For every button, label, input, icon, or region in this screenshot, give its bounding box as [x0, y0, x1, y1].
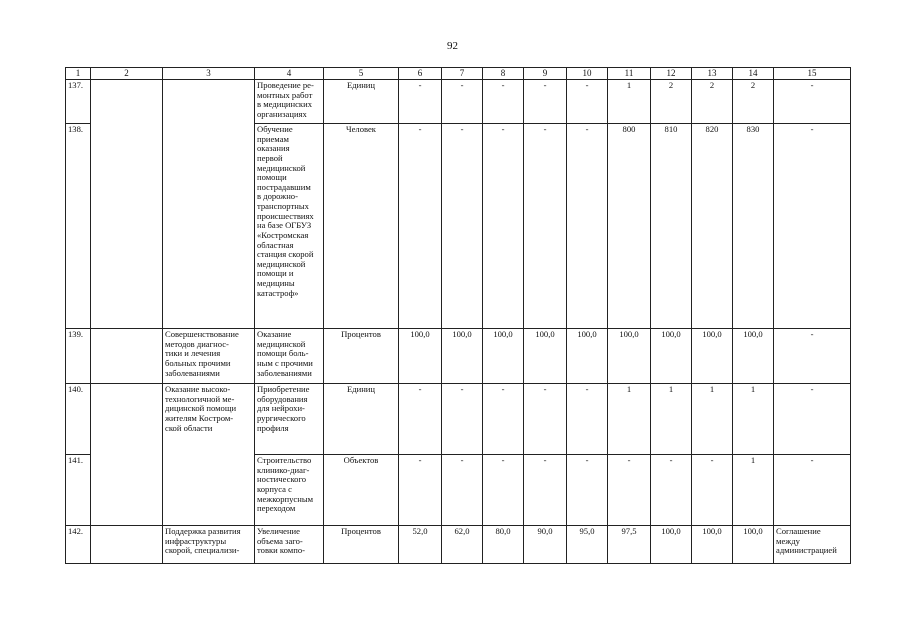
note-cell: Соглашение между администрацией	[774, 526, 851, 564]
value-cell: -	[567, 384, 608, 455]
value-cell: 90,0	[524, 526, 567, 564]
col-header: 13	[692, 68, 733, 80]
col-header: 8	[483, 68, 524, 80]
unit-cell: Единиц	[324, 384, 399, 455]
col-header: 2	[91, 68, 163, 80]
value-cell: 820	[692, 124, 733, 329]
column-number-row	[66, 68, 851, 80]
value-cell: -	[567, 124, 608, 329]
goal-cell: Оказание высоко- технологичной ме- дицинской помощи жителям Костром- ской области	[163, 384, 255, 526]
col2-cell	[91, 329, 163, 384]
value-cell: 80,0	[483, 526, 524, 564]
col2-cell	[91, 526, 163, 564]
value-cell: -	[442, 455, 483, 526]
col-header: 10	[567, 68, 608, 80]
value-cell: -	[442, 384, 483, 455]
row-number: 140.	[66, 384, 91, 455]
value-cell: 100,0	[399, 329, 442, 384]
value-cell: -	[524, 124, 567, 329]
value-cell: 100,0	[733, 329, 774, 384]
value-cell: -	[692, 455, 733, 526]
row-number: 137.	[66, 80, 91, 124]
col-header: 6	[399, 68, 442, 80]
col3-cell	[163, 80, 255, 329]
indicator-table	[65, 67, 851, 564]
value-cell: 100,0	[483, 329, 524, 384]
value-cell: -	[651, 455, 692, 526]
value-cell: 1	[733, 384, 774, 455]
unit-cell: Процентов	[324, 329, 399, 384]
value-cell: 1	[608, 80, 651, 124]
value-cell: 95,0	[567, 526, 608, 564]
value-cell: 100,0	[608, 329, 651, 384]
value-cell: 1	[733, 455, 774, 526]
indicator-name: Строительство клинико-диаг- ностического корпуса с межкорпусным переходом	[255, 455, 324, 526]
value-cell: 2	[651, 80, 692, 124]
goal-cell: Совершенствование методов диагнос- тики и лечения больных прочими заболеваниями	[163, 329, 255, 384]
col-header: 7	[442, 68, 483, 80]
row-number: 139.	[66, 329, 91, 384]
value-cell: -	[567, 455, 608, 526]
value-cell: 2	[692, 80, 733, 124]
value-cell: 100,0	[733, 526, 774, 564]
value-cell: 100,0	[651, 329, 692, 384]
value-cell: -	[483, 80, 524, 124]
table-row	[66, 80, 851, 124]
value-cell: -	[442, 124, 483, 329]
value-cell: 62,0	[442, 526, 483, 564]
value-cell: 100,0	[692, 329, 733, 384]
value-cell: 830	[733, 124, 774, 329]
value-cell: -	[524, 455, 567, 526]
value-cell: 800	[608, 124, 651, 329]
unit-cell: Единиц	[324, 80, 399, 124]
value-cell: -	[608, 455, 651, 526]
indicator-name: Обучение приемам оказания первой медицинской помощи пострадавшим в дорожно- транспортных происшествиях на базе ОГБУЗ «Костромская областная станция скорой медицинской помощи и медицины катастроф»	[255, 124, 324, 329]
page-number: 92	[447, 40, 458, 52]
value-cell: 2	[733, 80, 774, 124]
value-cell: 52,0	[399, 526, 442, 564]
col-header: 4	[255, 68, 324, 80]
note-cell: -	[774, 329, 851, 384]
value-cell: 100,0	[524, 329, 567, 384]
value-cell: 100,0	[692, 526, 733, 564]
col2-cell	[91, 384, 163, 526]
col2-cell	[91, 80, 163, 329]
table-row	[66, 384, 851, 455]
note-cell: -	[774, 124, 851, 329]
value-cell: -	[524, 384, 567, 455]
unit-cell: Человек	[324, 124, 399, 329]
table-row	[66, 329, 851, 384]
indicator-name: Увеличение объема заго- товки компо-	[255, 526, 324, 564]
table-row	[66, 526, 851, 564]
value-cell: 810	[651, 124, 692, 329]
unit-cell: Объектов	[324, 455, 399, 526]
col-header: 15	[774, 68, 851, 80]
value-cell: -	[524, 80, 567, 124]
value-cell: -	[399, 384, 442, 455]
value-cell: -	[399, 80, 442, 124]
indicator-name: Приобретение оборудования для нейрохи- рургического профиля	[255, 384, 324, 455]
value-cell: -	[399, 124, 442, 329]
row-number: 138.	[66, 124, 91, 329]
unit-cell: Процентов	[324, 526, 399, 564]
goal-cell: Поддержка развития инфраструктуры скорой, специализи-	[163, 526, 255, 564]
col-header: 5	[324, 68, 399, 80]
row-number: 142.	[66, 526, 91, 564]
col-header: 9	[524, 68, 567, 80]
value-cell: 1	[692, 384, 733, 455]
value-cell: -	[483, 455, 524, 526]
value-cell: -	[442, 80, 483, 124]
note-cell: -	[774, 384, 851, 455]
col-header: 3	[163, 68, 255, 80]
value-cell: -	[567, 80, 608, 124]
value-cell: 1	[608, 384, 651, 455]
indicator-name: Проведение ре- монтных работ в медицинских организациях	[255, 80, 324, 124]
value-cell: 100,0	[651, 526, 692, 564]
col-header: 1	[66, 68, 91, 80]
note-cell: -	[774, 80, 851, 124]
indicator-name: Оказание медицинской помощи боль- ным с прочими заболеваниями	[255, 329, 324, 384]
note-cell: -	[774, 455, 851, 526]
col-header: 14	[733, 68, 774, 80]
col-header: 12	[651, 68, 692, 80]
value-cell: -	[483, 384, 524, 455]
row-number: 141.	[66, 455, 91, 526]
col-header: 11	[608, 68, 651, 80]
value-cell: -	[483, 124, 524, 329]
value-cell: 1	[651, 384, 692, 455]
value-cell: 100,0	[442, 329, 483, 384]
value-cell: 100,0	[567, 329, 608, 384]
value-cell: -	[399, 455, 442, 526]
value-cell: 97,5	[608, 526, 651, 564]
